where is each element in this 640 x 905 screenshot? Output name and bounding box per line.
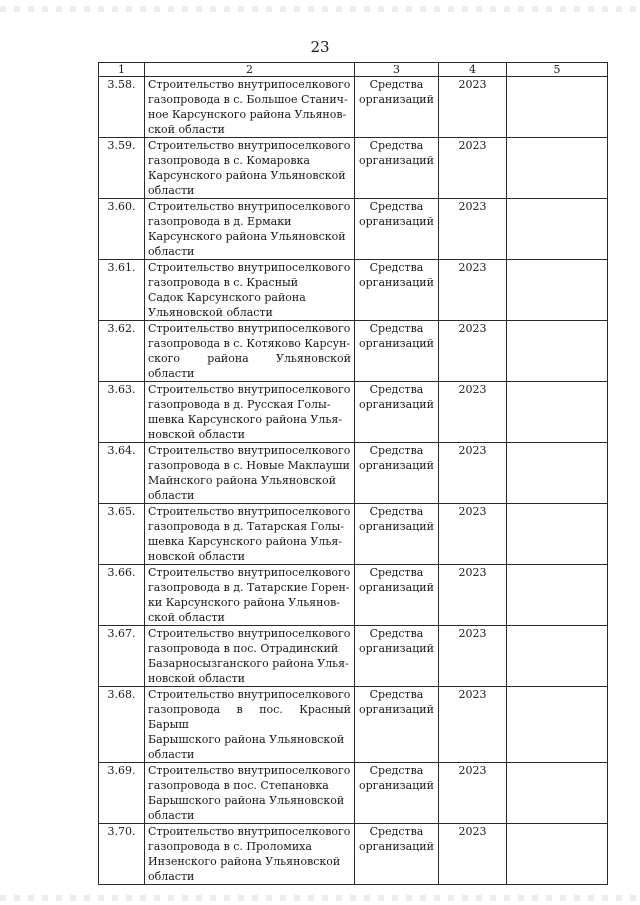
- description-line: новской области: [148, 672, 246, 685]
- funding-source: [355, 199, 439, 260]
- item-note: [507, 824, 608, 885]
- description-line: Строительство внутрипоселкового: [148, 505, 351, 518]
- funding-source-line: Средства: [369, 444, 424, 457]
- table-row: [99, 138, 608, 199]
- item-number: 3.70.: [99, 824, 145, 885]
- table-row: [99, 260, 608, 321]
- description-line: газопровода в д. Ермаки: [148, 215, 292, 228]
- completion-year: 2023: [439, 687, 507, 763]
- description-line: Базарносызганского района Улья-: [148, 657, 349, 670]
- table-row: [99, 626, 608, 687]
- completion-year: 2023: [439, 260, 507, 321]
- table-row: [99, 824, 608, 885]
- item-description: [145, 565, 355, 626]
- description-line: Инзенского района Ульяновской: [148, 855, 341, 868]
- funding-source-line: организаций: [359, 398, 434, 411]
- description-line: газопровода в д. Татарские Горен-: [148, 581, 350, 594]
- description-line: газопровода в пос. Отрадинский: [148, 642, 339, 655]
- funding-source: [355, 763, 439, 824]
- item-description: [145, 824, 355, 885]
- item-description: [145, 382, 355, 443]
- description-line: шевка Карсунского района Улья-: [148, 535, 342, 548]
- item-number: 3.59.: [99, 138, 145, 199]
- column-header-3: 3: [355, 63, 439, 77]
- description-line: шевка Карсунского района Улья-: [148, 413, 342, 426]
- page-number: 23: [310, 38, 330, 56]
- item-note: [507, 260, 608, 321]
- description-line: Строительство внутрипоселкового: [148, 444, 351, 457]
- completion-year: 2023: [439, 763, 507, 824]
- item-description: [145, 504, 355, 565]
- description-line: новской области: [148, 550, 246, 563]
- item-note: [507, 382, 608, 443]
- description-line: Строительство внутрипоселкового: [148, 200, 351, 213]
- completion-year: 2023: [439, 321, 507, 382]
- table-row: [99, 504, 608, 565]
- table-row: [99, 199, 608, 260]
- completion-year: 2023: [439, 626, 507, 687]
- funding-source-line: Средства: [369, 322, 424, 335]
- funding-source-line: организаций: [359, 840, 434, 853]
- funding-source-line: Средства: [369, 200, 424, 213]
- table-row: [99, 77, 608, 138]
- scan-artifact-bottom: [0, 895, 640, 901]
- description-line: Строительство внутрипоселкового: [148, 78, 351, 91]
- description-line: ки Карсунского района Ульянов-: [148, 596, 340, 609]
- item-number: 3.67.: [99, 626, 145, 687]
- description-line: Ульяновской области: [148, 306, 273, 319]
- completion-year: 2023: [439, 138, 507, 199]
- completion-year: 2023: [439, 77, 507, 138]
- item-number: 3.58.: [99, 77, 145, 138]
- funding-source-line: Средства: [369, 139, 424, 152]
- description-line: газопровода в д. Татарская Голы-: [148, 520, 345, 533]
- completion-year: 2023: [439, 199, 507, 260]
- item-number: 3.68.: [99, 687, 145, 763]
- item-number: 3.65.: [99, 504, 145, 565]
- measures-table: [98, 62, 608, 885]
- scan-artifact-top: [0, 6, 640, 12]
- description-line: Строительство внутрипоселкового: [148, 383, 351, 396]
- funding-source-line: организаций: [359, 520, 434, 533]
- description-line: газопровода в с. Комаровка: [148, 154, 310, 167]
- completion-year: 2023: [439, 382, 507, 443]
- item-description: [145, 77, 355, 138]
- item-description: [145, 199, 355, 260]
- description-line: Строительство внутрипоселкового: [148, 825, 351, 838]
- description-line: газопровода в пос. Красный Барыш: [148, 703, 351, 731]
- table-row: [99, 321, 608, 382]
- description-line: Строительство внутрипоселкового: [148, 627, 351, 640]
- item-number: 3.60.: [99, 199, 145, 260]
- description-line: ской области: [148, 123, 225, 136]
- funding-source: [355, 565, 439, 626]
- item-number: 3.63.: [99, 382, 145, 443]
- description-line: ского района Ульяновской области: [148, 352, 351, 380]
- completion-year: 2023: [439, 824, 507, 885]
- description-line: газопровода в пос. Степановка: [148, 779, 329, 792]
- description-line: области: [148, 245, 195, 258]
- description-line: области: [148, 870, 195, 883]
- column-header-2: 2: [145, 63, 355, 77]
- funding-source: [355, 138, 439, 199]
- funding-source: [355, 626, 439, 687]
- funding-source-line: Средства: [369, 627, 424, 640]
- funding-source-line: Средства: [369, 764, 424, 777]
- item-number: 3.66.: [99, 565, 145, 626]
- description-line: газопровода в с. Красный: [148, 276, 299, 289]
- funding-source-line: организаций: [359, 703, 434, 716]
- description-line: ской области: [148, 611, 225, 624]
- funding-source-line: Средства: [369, 825, 424, 838]
- column-header-5: 5: [507, 63, 608, 77]
- item-number: 3.61.: [99, 260, 145, 321]
- description-line: газопровода в с. Котяково Карсун-: [148, 337, 351, 350]
- table-body: [99, 77, 608, 885]
- funding-source-line: Средства: [369, 505, 424, 518]
- item-description: [145, 687, 355, 763]
- description-line: области: [148, 184, 195, 197]
- item-note: [507, 199, 608, 260]
- item-description: [145, 763, 355, 824]
- funding-source: [355, 382, 439, 443]
- table-header-row: [99, 63, 608, 77]
- funding-source-line: организаций: [359, 459, 434, 472]
- item-note: [507, 687, 608, 763]
- item-number: 3.62.: [99, 321, 145, 382]
- description-line: новской области: [148, 428, 246, 441]
- item-note: [507, 321, 608, 382]
- table-row: [99, 565, 608, 626]
- funding-source-line: Средства: [369, 78, 424, 91]
- table-row: [99, 687, 608, 763]
- description-line: области: [148, 489, 195, 502]
- funding-source-line: Средства: [369, 261, 424, 274]
- description-line: области: [148, 748, 195, 761]
- completion-year: 2023: [439, 565, 507, 626]
- description-line: Строительство внутрипоселкового: [148, 566, 351, 579]
- funding-source: [355, 504, 439, 565]
- description-line: Барышского района Ульяновской: [148, 794, 345, 807]
- description-line: области: [148, 809, 195, 822]
- funding-source-line: организаций: [359, 581, 434, 594]
- description-line: Барышского района Ульяновской: [148, 733, 345, 746]
- column-header-1: 1: [99, 63, 145, 77]
- description-line: ное Карсунского района Ульянов-: [148, 108, 347, 121]
- funding-source-line: организаций: [359, 276, 434, 289]
- item-note: [507, 77, 608, 138]
- description-line: Строительство внутрипоселкового: [148, 322, 351, 335]
- funding-source-line: Средства: [369, 383, 424, 396]
- funding-source: [355, 77, 439, 138]
- funding-source: [355, 824, 439, 885]
- description-line: Строительство внутрипоселкового: [148, 764, 351, 777]
- funding-source: [355, 443, 439, 504]
- column-header-4: 4: [439, 63, 507, 77]
- item-note: [507, 138, 608, 199]
- table-row: [99, 382, 608, 443]
- funding-source: [355, 321, 439, 382]
- funding-source: [355, 260, 439, 321]
- funding-source-line: Средства: [369, 566, 424, 579]
- funding-source-line: организаций: [359, 337, 434, 350]
- funding-source: [355, 687, 439, 763]
- completion-year: 2023: [439, 443, 507, 504]
- funding-source-line: организаций: [359, 642, 434, 655]
- item-note: [507, 504, 608, 565]
- item-description: [145, 260, 355, 321]
- item-description: [145, 626, 355, 687]
- item-description: [145, 138, 355, 199]
- description-line: Садок Карсунского района: [148, 291, 306, 304]
- funding-source-line: Средства: [369, 688, 424, 701]
- item-note: [507, 763, 608, 824]
- description-line: газопровода в д. Русская Голы-: [148, 398, 331, 411]
- description-line: Карсунского района Ульяновской: [148, 230, 346, 243]
- item-description: [145, 321, 355, 382]
- item-note: [507, 443, 608, 504]
- funding-source-line: организаций: [359, 215, 434, 228]
- funding-source-line: организаций: [359, 154, 434, 167]
- table-row: [99, 443, 608, 504]
- description-line: газопровода в с. Большое Станич-: [148, 93, 348, 106]
- funding-source-line: организаций: [359, 779, 434, 792]
- item-number: 3.64.: [99, 443, 145, 504]
- description-line: Строительство внутрипоселкового: [148, 688, 351, 701]
- description-line: Строительство внутрипоселкового: [148, 139, 351, 152]
- description-line: Строительство внутрипоселкового: [148, 261, 351, 274]
- table-row: [99, 763, 608, 824]
- item-note: [507, 565, 608, 626]
- description-line: газопровода в с. Проломиха: [148, 840, 312, 853]
- item-number: 3.69.: [99, 763, 145, 824]
- funding-source-line: организаций: [359, 93, 434, 106]
- description-line: газопровода в с. Новые Маклауши: [148, 459, 350, 472]
- item-description: [145, 443, 355, 504]
- item-note: [507, 626, 608, 687]
- description-line: Майнского района Ульяновской: [148, 474, 336, 487]
- completion-year: 2023: [439, 504, 507, 565]
- description-line: Карсунского района Ульяновской: [148, 169, 346, 182]
